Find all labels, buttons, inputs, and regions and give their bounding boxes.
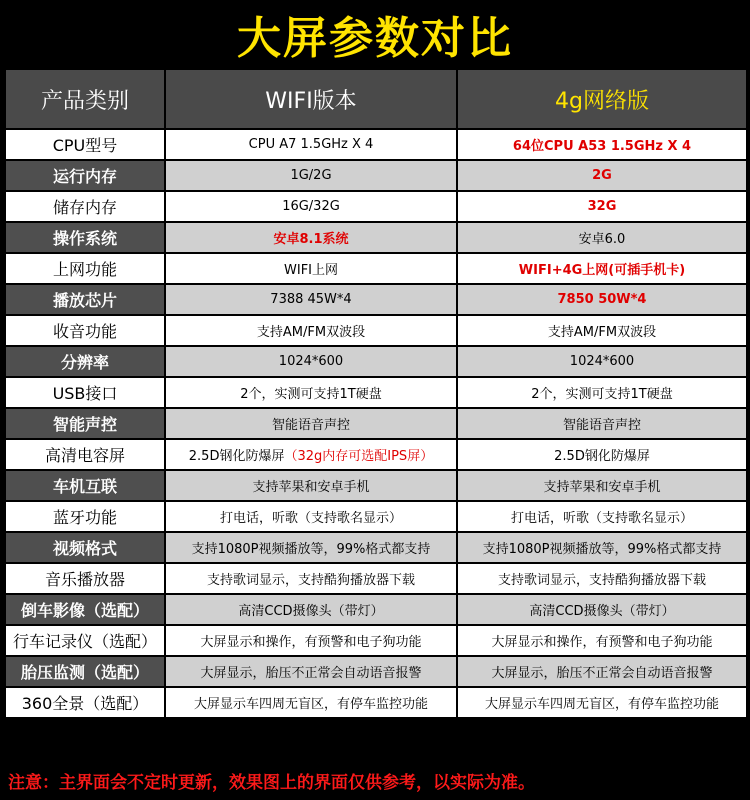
4g-value: 64位CPU A53 1.5GHz X 4 <box>457 129 747 160</box>
spec-label: 上网功能 <box>5 253 165 284</box>
table-row <box>5 625 747 656</box>
4g-value: 7850 50W*4 <box>457 284 747 315</box>
wifi-value-text: 高清CCD摄像头（带灯） <box>238 604 384 619</box>
wifi-value <box>165 439 457 470</box>
wifi-value <box>165 563 457 594</box>
wifi-value-text: 1024*600 <box>278 354 344 369</box>
spec-label: 收音功能 <box>5 315 165 346</box>
spec-comparison-table <box>4 68 748 719</box>
wifi-value <box>165 315 457 346</box>
spec-label: 操作系统 <box>5 222 165 253</box>
spec-label: CPU型号 <box>5 129 165 160</box>
4g-value: 大屏显示和操作，有预警和电子狗功能 <box>457 625 747 656</box>
wifi-value <box>165 408 457 439</box>
wifi-value <box>165 625 457 656</box>
wifi-value-text: WIFI上网 <box>284 263 338 278</box>
4g-value: 支持歌词显示，支持酷狗播放器下载 <box>457 563 747 594</box>
wifi-value-text: 7388 45W*4 <box>270 292 352 307</box>
table-header-row <box>5 69 747 129</box>
wifi-value <box>165 253 457 284</box>
spec-label: 倒车影像（选配） <box>5 594 165 625</box>
4g-value: 2个，实测可支持1T硬盘 <box>457 377 747 408</box>
spec-label: 音乐播放器 <box>5 563 165 594</box>
table-row <box>5 346 747 377</box>
table-row <box>5 439 747 470</box>
table-row <box>5 532 747 563</box>
wifi-value-text: CPU A7 1.5GHz X 4 <box>248 137 374 152</box>
4g-value: 大屏显示，胎压不正常会自动语音报警 <box>457 656 747 687</box>
4g-value: 32G <box>457 191 747 222</box>
spec-label: USB接口 <box>5 377 165 408</box>
wifi-value <box>165 594 457 625</box>
table-row <box>5 501 747 532</box>
table-row <box>5 129 747 160</box>
spec-label: 高清电容屏 <box>5 439 165 470</box>
spec-label: 蓝牙功能 <box>5 501 165 532</box>
table-row <box>5 687 747 718</box>
wifi-value <box>165 191 457 222</box>
spec-label: 运行内存 <box>5 160 165 191</box>
spec-label: 行车记录仪（选配） <box>5 625 165 656</box>
table-row <box>5 594 747 625</box>
wifi-value-text: 支持苹果和安卓手机 <box>252 480 370 495</box>
wifi-value <box>165 284 457 315</box>
wifi-value-text: 安卓8.1系统 <box>273 232 349 247</box>
4g-value: 支持AM/FM双波段 <box>457 315 747 346</box>
spec-label: 360全景（选配） <box>5 687 165 718</box>
table-row <box>5 253 747 284</box>
wifi-value-text: 支持歌词显示，支持酷狗播放器下载 <box>206 573 415 588</box>
spec-label: 视频格式 <box>5 532 165 563</box>
4g-value: WIFI+4G上网(可插手机卡) <box>457 253 747 284</box>
wifi-value-text: 支持AM/FM双波段 <box>256 325 366 340</box>
table-row <box>5 160 747 191</box>
table-row <box>5 656 747 687</box>
header-category: 产品类别 <box>5 69 165 129</box>
4g-value: 安卓6.0 <box>457 222 747 253</box>
4g-value: 智能语音声控 <box>457 408 747 439</box>
table-row <box>5 470 747 501</box>
table-row <box>5 377 747 408</box>
wifi-value-text: 2.5D钢化防爆屏 <box>188 449 285 464</box>
table-row <box>5 284 747 315</box>
table-row <box>5 315 747 346</box>
4g-value: 高清CCD摄像头（带灯） <box>457 594 747 625</box>
4g-value: 2G <box>457 160 747 191</box>
wifi-value <box>165 470 457 501</box>
spec-label: 智能声控 <box>5 408 165 439</box>
wifi-value <box>165 501 457 532</box>
wifi-value-text: 大屏显示，胎压不正常会自动语音报警 <box>200 666 422 681</box>
wifi-value-text: 智能语音声控 <box>271 418 350 433</box>
wifi-value <box>165 377 457 408</box>
wifi-value-text: 大屏显示和操作，有预警和电子狗功能 <box>200 635 422 650</box>
footer-notice: 注意：主界面会不定时更新，效果图上的界面仅供参考，以实际为准。 <box>8 772 535 793</box>
4g-value: 支持1080P视频播放等，99%格式都支持 <box>457 532 747 563</box>
wifi-value <box>165 346 457 377</box>
wifi-value-text: 大屏显示车四周无盲区，有停车监控功能 <box>193 697 428 712</box>
table-row <box>5 191 747 222</box>
4g-value: 打电话，听歌（支持歌名显示） <box>457 501 747 532</box>
page-title: 大屏参数对比 <box>237 13 513 64</box>
spec-label: 播放芯片 <box>5 284 165 315</box>
header-4g-version: 4g网络版 <box>457 69 747 129</box>
4g-value: 支持苹果和安卓手机 <box>457 470 747 501</box>
table-row <box>5 563 747 594</box>
wifi-value <box>165 656 457 687</box>
spec-label: 车机互联 <box>5 470 165 501</box>
wifi-value-text: 打电话，听歌（支持歌名显示） <box>219 511 402 526</box>
wifi-value <box>165 222 457 253</box>
table-row <box>5 222 747 253</box>
wifi-value-text: 16G/32G <box>282 199 340 214</box>
wifi-value <box>165 532 457 563</box>
4g-value: 1024*600 <box>457 346 747 377</box>
table-row <box>5 408 747 439</box>
spec-label: 胎压监测（选配） <box>5 656 165 687</box>
wifi-value-text: 2个，实测可支持1T硬盘 <box>240 387 382 402</box>
wifi-value-text: 1G/2G <box>290 168 332 183</box>
wifi-value-text: 支持1080P视频播放等，99%格式都支持 <box>191 542 431 557</box>
4g-value: 大屏显示车四周无盲区，有停车监控功能 <box>457 687 747 718</box>
wifi-value <box>165 160 457 191</box>
spec-label: 储存内存 <box>5 191 165 222</box>
wifi-value <box>165 129 457 160</box>
wifi-value-note: （32g内存可选配IPS屏） <box>284 449 434 464</box>
wifi-value <box>165 687 457 718</box>
4g-value: 2.5D钢化防爆屏 <box>457 439 747 470</box>
spec-label: 分辨率 <box>5 346 165 377</box>
header-wifi-version: WIFI版本 <box>165 69 457 129</box>
